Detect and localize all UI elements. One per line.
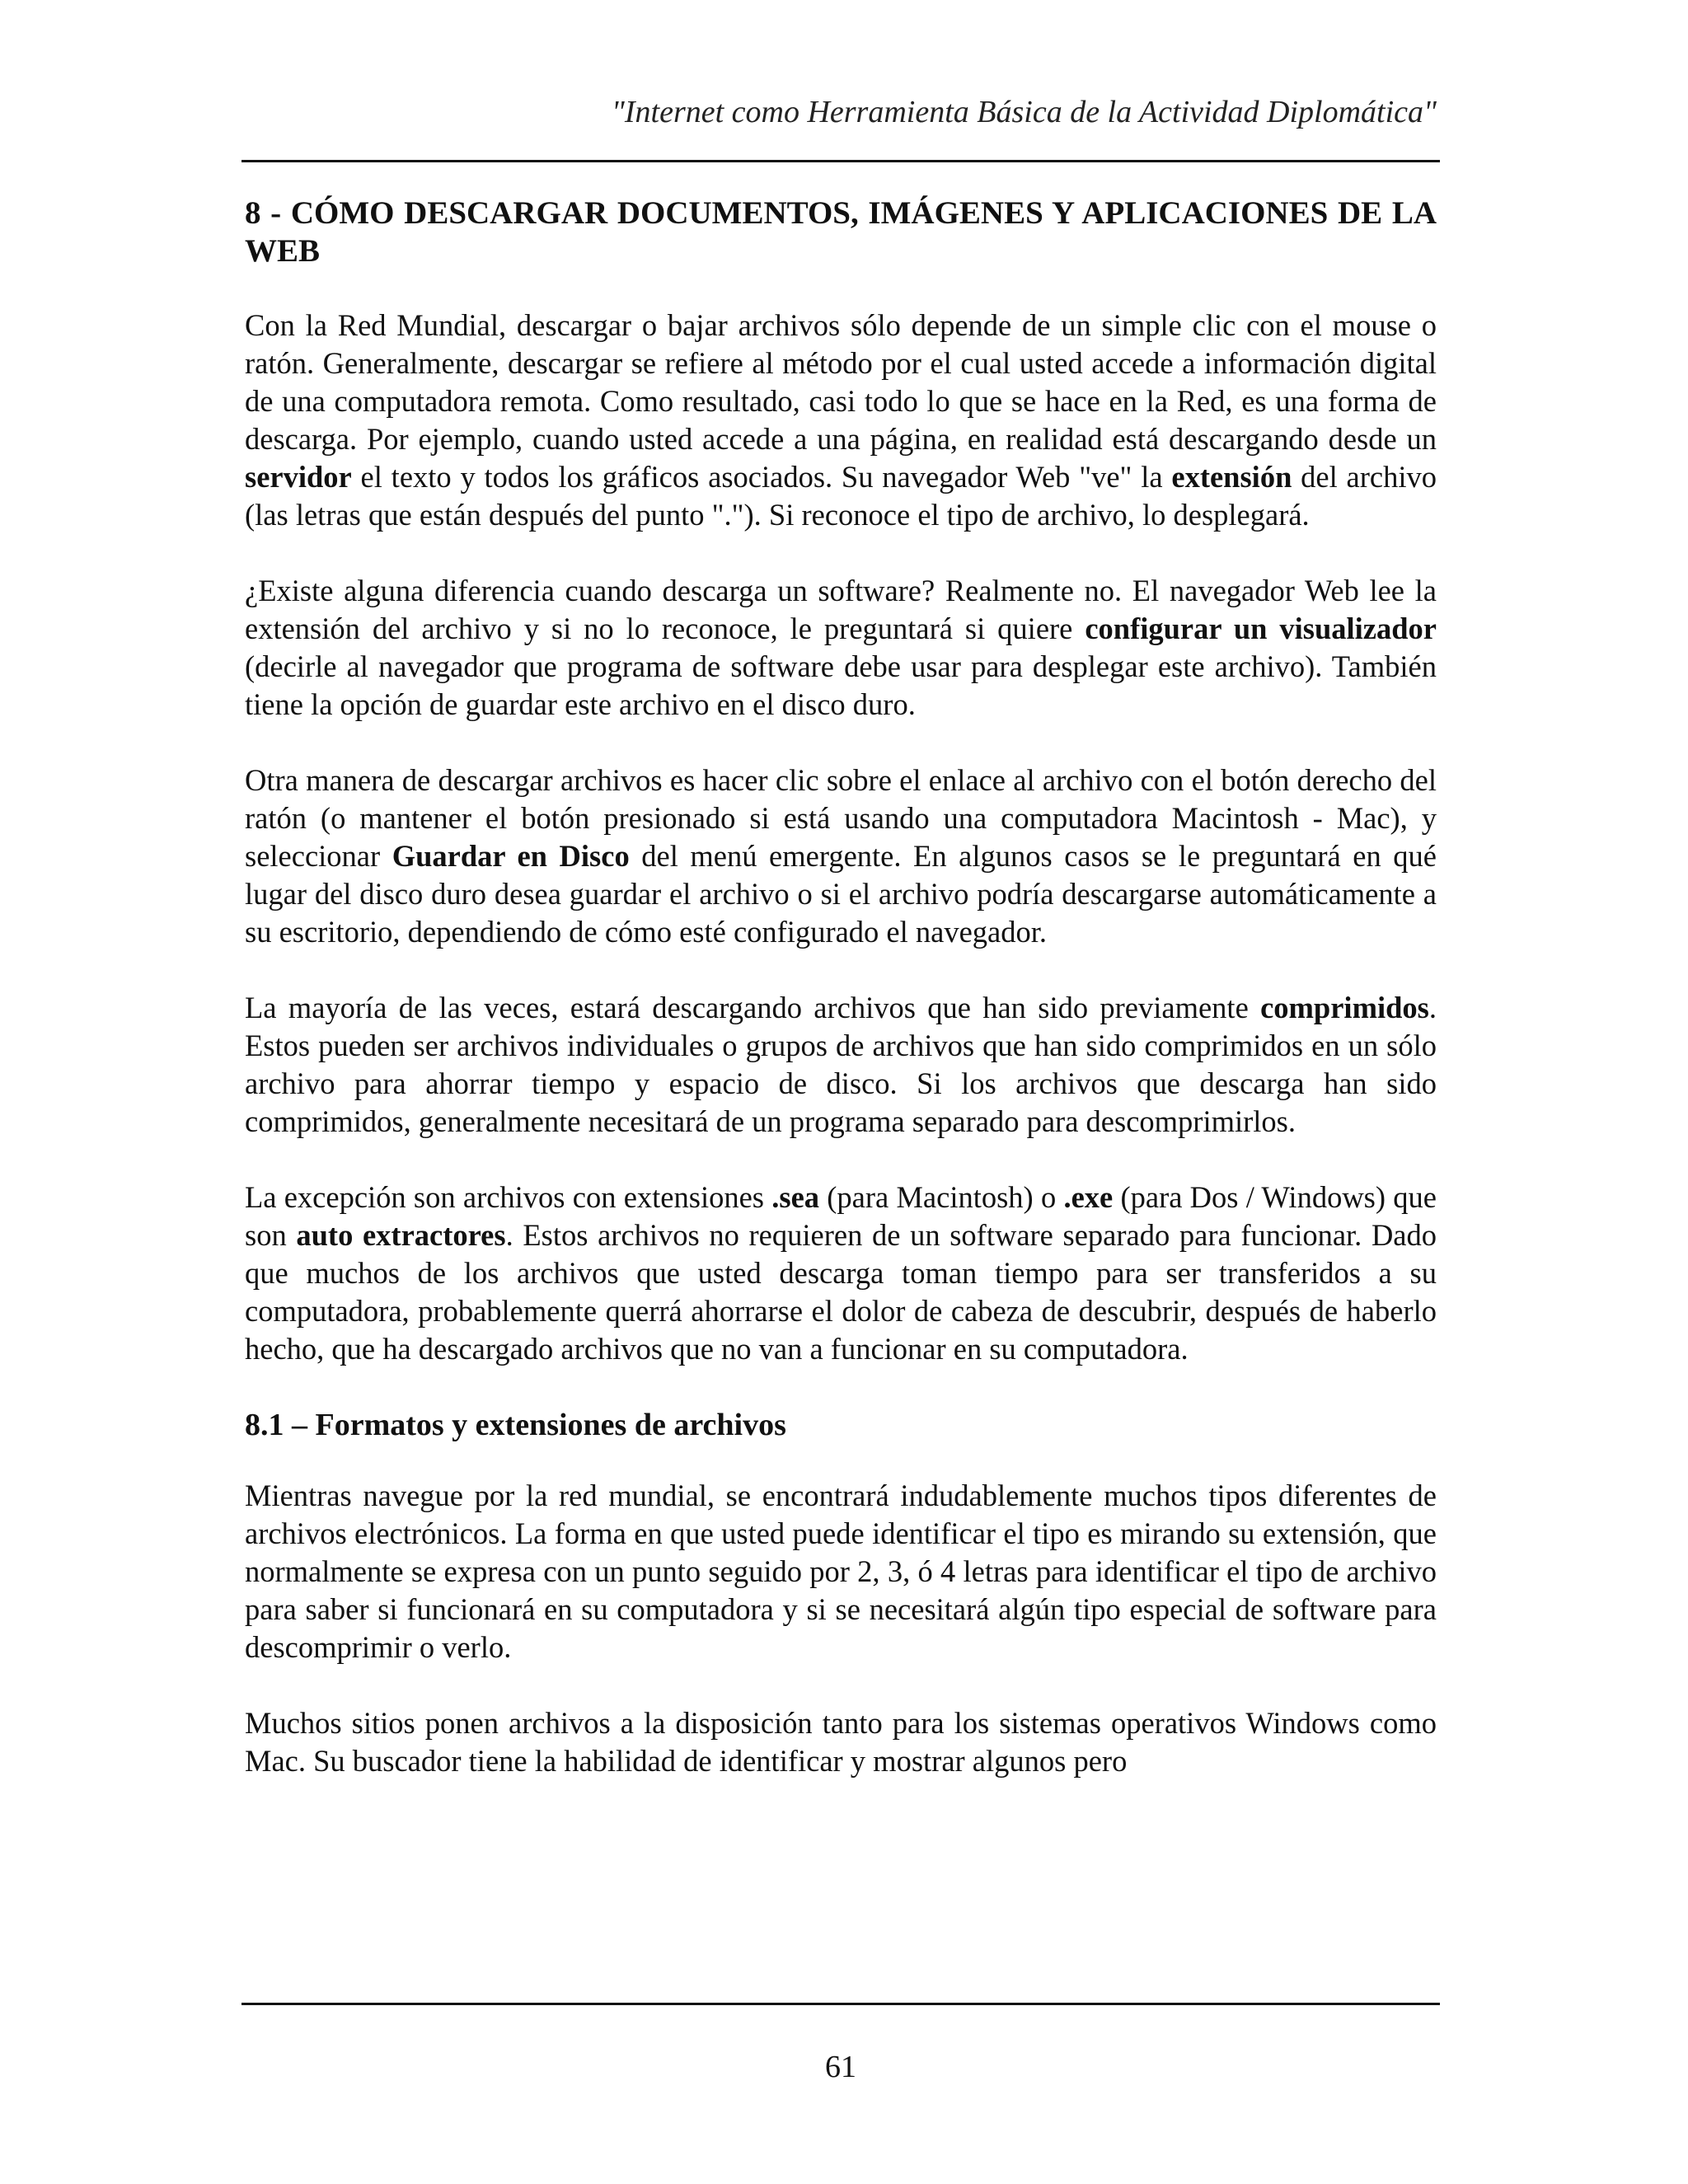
section-title: 8.1 – Formatos y extensiones de archivos [245, 1408, 786, 1442]
paragraph-text: La excepción son archivos con extensiones [245, 1180, 772, 1214]
footer-rule [241, 2003, 1440, 2005]
header-rule [241, 160, 1440, 162]
paragraph-text: Muchos sitios ponen archivos a la disposición tanto para los sistemas operativos Windows como Mac. Su buscador tiene la habilidad de identificar y mostrar algunos pero [245, 1706, 1437, 1778]
paragraph-text: (para Dos / Windows) que son [245, 1180, 1437, 1252]
bold-term-sea: .sea [771, 1180, 820, 1214]
document-body [245, 194, 1437, 1818]
paragraph-2 [245, 572, 1437, 724]
page-number: 61 [825, 2050, 856, 2084]
paragraph-text: del archivo (las letras que están después del punto "."). Si reconoce el tipo de archivo, lo desplegará. [245, 460, 1437, 532]
bold-term-exe: .exe [1063, 1180, 1114, 1214]
paragraph-text: del menú emergente. En algunos casos se le preguntará en qué lugar del disco duro desea guardar el archivo o si el archivo podría descargarse automáticamente a su escritorio, dependiendo de cómo esté configurado el navegador. [245, 839, 1437, 949]
paragraph-4 [245, 989, 1437, 1141]
bold-term-auto-extractores: auto extractores [296, 1218, 506, 1252]
paragraph-text: ¿Existe alguna diferencia cuando descarga un software? Realmente no. El navegador Web lee la extensión del archivo y si no lo reconoce, le preguntará si quiere [245, 574, 1437, 645]
bold-term-extension: extensión [1171, 460, 1292, 494]
paragraph-text: (decirle al navegador que programa de software debe usar para desplegar este archivo). También tiene la opción de guardar este archivo en el disco duro. [245, 649, 1437, 721]
paragraph-text: el texto y todos los gráficos asociados. Su navegador Web "ve" la [351, 460, 1172, 494]
running-header: "Internet como Herramienta Básica de la Actividad Diplomática" [611, 95, 1437, 129]
bold-term-servidor: servidor [245, 460, 352, 494]
paragraph-7 [245, 1704, 1437, 1780]
paragraph-text: . Estos pueden ser archivos individuales o grupos de archivos que han sido comprimidos en un sólo archivo para ahorrar tiempo y espacio de disco. Si los archivos que descarga han sido comprimidos, generalmente necesitará de un programa separado para descomprimirlos. [245, 991, 1437, 1138]
bold-term-guardar: Guardar en Disco [392, 839, 630, 873]
paragraph-text: La mayoría de las veces, estará descargando archivos que han sido previamente [245, 991, 1261, 1024]
paragraph-5 [245, 1179, 1437, 1368]
document-page [245, 0, 1437, 2184]
paragraph-text: . Estos archivos no requieren de un software separado para funcionar. Dado que muchos de los archivos que usted descarga toman tiempo para ser transferidos a su computadora, probablemente querrá ahorrarse el dolor de cabeza de descubrir, después de haberlo hecho, que ha descargado archivos que no van a funcionar en su computadora. [245, 1218, 1437, 1366]
paragraph-text: (para Macintosh) o [819, 1180, 1064, 1214]
paragraph-6 [245, 1477, 1437, 1666]
paragraph-text: Otra manera de descargar archivos es hacer clic sobre el enlace al archivo con el botón derecho del ratón (o mantener el botón presionado si está usando una computadora Macintosh - Mac), y seleccionar [245, 763, 1437, 873]
paragraph-text: Mientras navegue por la red mundial, se encontrará indudablemente muchos tipos diferentes de archivos electrónicos. La forma en que usted puede identificar el tipo es mirando su extensión, que normalmente se expresa con un punto seguido por 2, 3, ó 4 letras para identificar el tipo de archivo para saber si funcionará en su computadora y si se necesitará algún tipo especial de software para descomprimir o verlo. [245, 1479, 1437, 1664]
paragraph-text: Con la Red Mundial, descargar o bajar archivos sólo depende de un simple clic con el mouse o ratón. Generalmente, descargar se refiere al método por el cual usted accede a información digital de una computadora remota. Como resultado, casi todo lo que se hace en la Red, es una forma de descarga. Por ejemplo, cuando usted accede a una página, en realidad está descargando desde un [245, 308, 1437, 456]
bold-term-comprimidos: comprimidos [1260, 991, 1429, 1024]
chapter-title: 8 - CÓMO DESCARGAR DOCUMENTOS, IMÁGENES Y APLICACIONES DE LA WEB [245, 195, 1437, 269]
paragraph-1 [245, 307, 1437, 534]
bold-term-configurar: configurar un visualizador [1085, 612, 1437, 645]
paragraph-3 [245, 762, 1437, 951]
